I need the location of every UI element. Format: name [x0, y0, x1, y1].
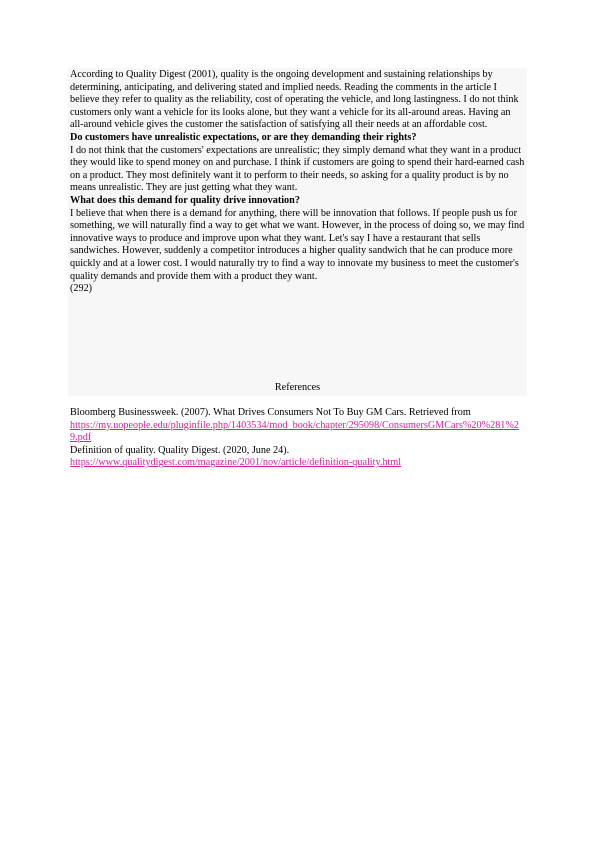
references-title: References	[274, 382, 321, 393]
paragraph-customer-expectations: I do not think that the customers' expectations are unrealistic; they simply demand what they want in a product they would like to spend money on and purchase. I think if customers are going to spend their hard-earned cash on a product. They most definitely want it to perform to their needs, so asking for a quality product is by no means unrealistic. They are just getting what they want.	[70, 144, 525, 194]
paragraph-quality-definition: According to Quality Digest (2001), quality is the ongoing development and sustaining relationships by determining, anticipating, and delivering stated and implied needs. Reading the comments in the article I believe they refer to quality as the reliability, cost of operating the vehicle, and long lastingness. I do not think customers only want a vehicle for its looks alone, but they want a vehicle for its all-around areas. Having an all-around vehicle gives the customer the satisfaction of satisfying all their needs at an affordable cost.	[70, 69, 519, 131]
heading-customer-expectations: Do customers have unrealistic expectations, or are they demanding their rights?	[70, 131, 417, 143]
references-list	[70, 407, 526, 470]
reference-citation: Definition of quality. Quality Digest. (2020, June 24).	[70, 444, 290, 456]
reference-link[interactable]: https://www.qualitydigest.com/magazine/2001/nov/article/definition-quality.html	[70, 457, 402, 469]
answer-body	[70, 69, 526, 296]
word-count: (292)	[70, 283, 93, 295]
reference-link[interactable]: https://my.uopeople.edu/pluginfile.php/1403534/mod_book/chapter/295098/ConsumersGMCars%20%281%29.pdf	[70, 419, 519, 444]
heading-innovation: What does this demand for quality drive innovation?	[70, 194, 300, 206]
reference-citation: Bloomberg Businessweek. (2007). What Drives Consumers Not To Buy GM Cars. Retrieved from	[70, 407, 471, 418]
paragraph-innovation: I believe that when there is a demand for anything, there will be innovation that follows. If people push us for something, we will naturally find a way to get what we want. However, in the process of doing so, we may find innovative ways to produce and improve upon what they want. Let's say I have a restaurant that sells sandwiches. However, suddenly a competitor introduces a higher quality sandwich that he can produce more quickly and at a lower cost. I would naturally try to find a way to innovate my business to meet the customer's quality demands and provide them with a product they want.	[70, 207, 525, 282]
